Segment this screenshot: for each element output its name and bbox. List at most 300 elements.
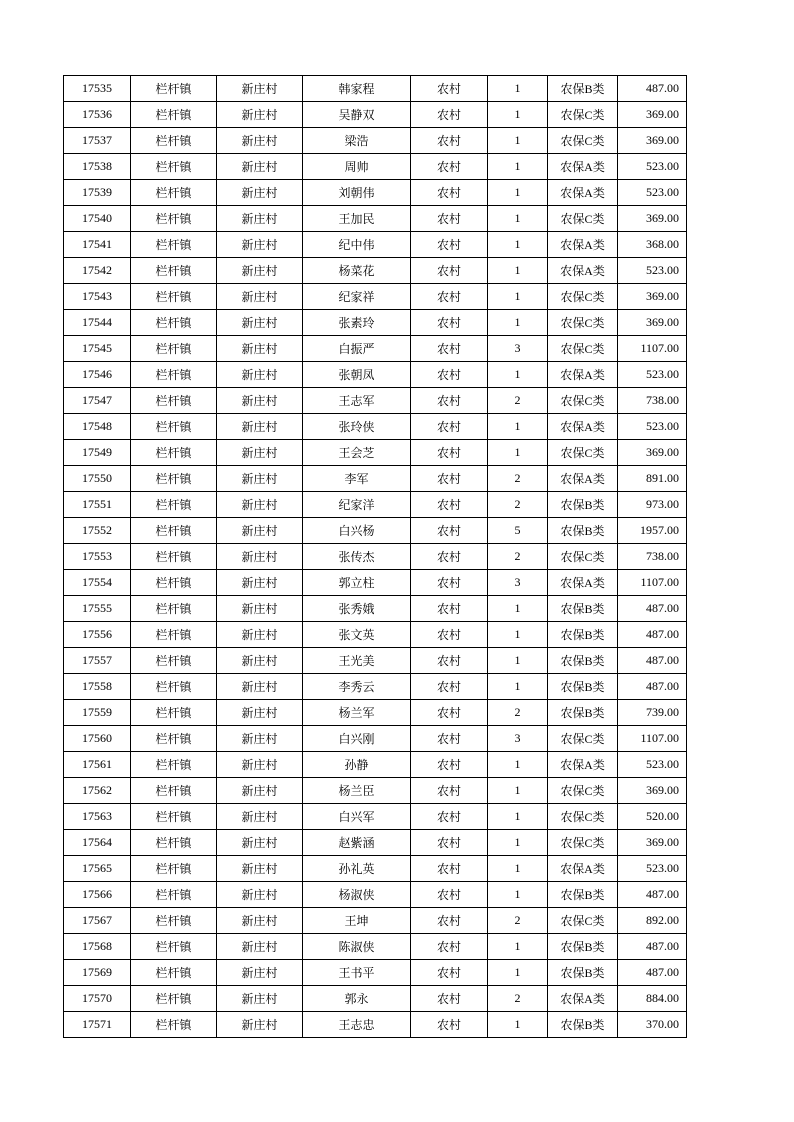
cell-town: 栏杆镇: [131, 778, 217, 804]
cell-record-id: 17561: [64, 752, 131, 778]
cell-name: 张传杰: [303, 544, 411, 570]
table-row: [64, 1012, 687, 1038]
table-row: [64, 570, 687, 596]
cell-name: 张文英: [303, 622, 411, 648]
cell-type: 农村: [411, 76, 488, 102]
table-row: [64, 648, 687, 674]
table-row: [64, 466, 687, 492]
table-row: [64, 622, 687, 648]
table-row: [64, 752, 687, 778]
cell-town: 栏杆镇: [131, 206, 217, 232]
cell-record-id: 17563: [64, 804, 131, 830]
cell-count: 1: [488, 934, 548, 960]
cell-village: 新庄村: [217, 388, 303, 414]
cell-count: 1: [488, 258, 548, 284]
cell-town: 栏杆镇: [131, 284, 217, 310]
cell-village: 新庄村: [217, 596, 303, 622]
cell-village: 新庄村: [217, 414, 303, 440]
cell-name: 杨兰军: [303, 700, 411, 726]
cell-town: 栏杆镇: [131, 726, 217, 752]
cell-record-id: 17538: [64, 154, 131, 180]
cell-amount: 487.00: [618, 596, 687, 622]
cell-amount: 738.00: [618, 544, 687, 570]
cell-town: 栏杆镇: [131, 440, 217, 466]
cell-type: 农村: [411, 414, 488, 440]
cell-village: 新庄村: [217, 570, 303, 596]
cell-count: 1: [488, 648, 548, 674]
cell-name: 孙礼英: [303, 856, 411, 882]
cell-count: 1: [488, 960, 548, 986]
cell-amount: 369.00: [618, 778, 687, 804]
cell-type: 农村: [411, 284, 488, 310]
table-row: [64, 700, 687, 726]
cell-village: 新庄村: [217, 1012, 303, 1038]
cell-record-id: 17554: [64, 570, 131, 596]
table-row: [64, 856, 687, 882]
cell-type: 农村: [411, 206, 488, 232]
cell-category: 农保B类: [548, 882, 618, 908]
cell-record-id: 17557: [64, 648, 131, 674]
cell-type: 农村: [411, 570, 488, 596]
table-row: [64, 284, 687, 310]
cell-village: 新庄村: [217, 180, 303, 206]
cell-count: 1: [488, 830, 548, 856]
cell-type: 农村: [411, 102, 488, 128]
cell-name: 王会芝: [303, 440, 411, 466]
cell-town: 栏杆镇: [131, 986, 217, 1012]
cell-record-id: 17541: [64, 232, 131, 258]
cell-category: 农保A类: [548, 466, 618, 492]
cell-name: 王光美: [303, 648, 411, 674]
cell-village: 新庄村: [217, 440, 303, 466]
table-row: [64, 778, 687, 804]
cell-town: 栏杆镇: [131, 258, 217, 284]
cell-amount: 487.00: [618, 76, 687, 102]
cell-name: 白兴刚: [303, 726, 411, 752]
cell-name: 王书平: [303, 960, 411, 986]
cell-category: 农保A类: [548, 570, 618, 596]
cell-name: 韩家程: [303, 76, 411, 102]
cell-category: 农保B类: [548, 76, 618, 102]
cell-name: 白振严: [303, 336, 411, 362]
cell-name: 郭永: [303, 986, 411, 1012]
cell-town: 栏杆镇: [131, 492, 217, 518]
cell-town: 栏杆镇: [131, 700, 217, 726]
cell-type: 农村: [411, 388, 488, 414]
cell-count: 1: [488, 1012, 548, 1038]
cell-amount: 487.00: [618, 674, 687, 700]
cell-type: 农村: [411, 440, 488, 466]
cell-village: 新庄村: [217, 700, 303, 726]
cell-record-id: 17564: [64, 830, 131, 856]
cell-town: 栏杆镇: [131, 336, 217, 362]
cell-count: 1: [488, 778, 548, 804]
table-row: [64, 596, 687, 622]
cell-category: 农保A类: [548, 414, 618, 440]
table-row: [64, 544, 687, 570]
cell-category: 农保A类: [548, 362, 618, 388]
cell-name: 郭立柱: [303, 570, 411, 596]
cell-town: 栏杆镇: [131, 596, 217, 622]
cell-town: 栏杆镇: [131, 960, 217, 986]
cell-record-id: 17545: [64, 336, 131, 362]
cell-record-id: 17566: [64, 882, 131, 908]
cell-village: 新庄村: [217, 648, 303, 674]
cell-type: 农村: [411, 596, 488, 622]
cell-name: 张素玲: [303, 310, 411, 336]
cell-type: 农村: [411, 1012, 488, 1038]
cell-category: 农保B类: [548, 1012, 618, 1038]
cell-category: 农保A类: [548, 180, 618, 206]
cell-village: 新庄村: [217, 674, 303, 700]
cell-name: 张秀娥: [303, 596, 411, 622]
table-row: [64, 414, 687, 440]
table-row: [64, 362, 687, 388]
cell-amount: 369.00: [618, 310, 687, 336]
cell-town: 栏杆镇: [131, 466, 217, 492]
cell-category: 农保C类: [548, 102, 618, 128]
cell-count: 2: [488, 700, 548, 726]
cell-category: 农保B类: [548, 960, 618, 986]
cell-count: 3: [488, 726, 548, 752]
cell-record-id: 17558: [64, 674, 131, 700]
cell-category: 农保C类: [548, 804, 618, 830]
cell-count: 1: [488, 674, 548, 700]
cell-town: 栏杆镇: [131, 622, 217, 648]
cell-type: 农村: [411, 154, 488, 180]
cell-count: 1: [488, 414, 548, 440]
cell-amount: 487.00: [618, 648, 687, 674]
cell-category: 农保B类: [548, 622, 618, 648]
cell-count: 1: [488, 180, 548, 206]
cell-name: 张朝凤: [303, 362, 411, 388]
table-row: [64, 986, 687, 1012]
cell-amount: 973.00: [618, 492, 687, 518]
cell-category: 农保C类: [548, 388, 618, 414]
cell-category: 农保A类: [548, 232, 618, 258]
cell-record-id: 17548: [64, 414, 131, 440]
cell-name: 李军: [303, 466, 411, 492]
cell-count: 2: [488, 388, 548, 414]
cell-village: 新庄村: [217, 882, 303, 908]
cell-amount: 1107.00: [618, 570, 687, 596]
cell-amount: 1107.00: [618, 336, 687, 362]
cell-type: 农村: [411, 310, 488, 336]
cell-category: 农保B类: [548, 518, 618, 544]
cell-type: 农村: [411, 232, 488, 258]
table-row: [64, 154, 687, 180]
cell-category: 农保C类: [548, 284, 618, 310]
cell-village: 新庄村: [217, 76, 303, 102]
cell-record-id: 17542: [64, 258, 131, 284]
cell-record-id: 17550: [64, 466, 131, 492]
cell-amount: 487.00: [618, 960, 687, 986]
cell-record-id: 17543: [64, 284, 131, 310]
cell-count: 2: [488, 986, 548, 1012]
cell-count: 2: [488, 492, 548, 518]
cell-village: 新庄村: [217, 492, 303, 518]
cell-town: 栏杆镇: [131, 518, 217, 544]
cell-village: 新庄村: [217, 466, 303, 492]
table-row: [64, 180, 687, 206]
cell-type: 农村: [411, 128, 488, 154]
cell-name: 王志军: [303, 388, 411, 414]
table-row: [64, 960, 687, 986]
cell-type: 农村: [411, 882, 488, 908]
cell-amount: 370.00: [618, 1012, 687, 1038]
cell-village: 新庄村: [217, 934, 303, 960]
cell-town: 栏杆镇: [131, 830, 217, 856]
cell-amount: 369.00: [618, 830, 687, 856]
cell-type: 农村: [411, 518, 488, 544]
table-row: [64, 908, 687, 934]
cell-village: 新庄村: [217, 752, 303, 778]
cell-name: 刘朝伟: [303, 180, 411, 206]
cell-record-id: 17567: [64, 908, 131, 934]
cell-amount: 884.00: [618, 986, 687, 1012]
cell-village: 新庄村: [217, 284, 303, 310]
cell-count: 1: [488, 622, 548, 648]
table-row: [64, 336, 687, 362]
cell-village: 新庄村: [217, 544, 303, 570]
cell-amount: 891.00: [618, 466, 687, 492]
cell-type: 农村: [411, 180, 488, 206]
cell-amount: 892.00: [618, 908, 687, 934]
cell-count: 1: [488, 856, 548, 882]
cell-category: 农保C类: [548, 544, 618, 570]
cell-record-id: 17565: [64, 856, 131, 882]
cell-village: 新庄村: [217, 258, 303, 284]
cell-amount: 523.00: [618, 414, 687, 440]
cell-record-id: 17535: [64, 76, 131, 102]
cell-count: 1: [488, 154, 548, 180]
cell-amount: 369.00: [618, 102, 687, 128]
cell-count: 1: [488, 310, 548, 336]
cell-record-id: 17552: [64, 518, 131, 544]
records-table: [63, 75, 687, 1038]
cell-category: 农保C类: [548, 128, 618, 154]
cell-record-id: 17539: [64, 180, 131, 206]
cell-record-id: 17555: [64, 596, 131, 622]
cell-town: 栏杆镇: [131, 310, 217, 336]
cell-count: 1: [488, 596, 548, 622]
cell-count: 1: [488, 76, 548, 102]
cell-record-id: 17562: [64, 778, 131, 804]
cell-record-id: 17546: [64, 362, 131, 388]
cell-village: 新庄村: [217, 206, 303, 232]
cell-name: 梁浩: [303, 128, 411, 154]
cell-name: 纪中伟: [303, 232, 411, 258]
cell-type: 农村: [411, 960, 488, 986]
cell-town: 栏杆镇: [131, 804, 217, 830]
cell-record-id: 17568: [64, 934, 131, 960]
cell-count: 3: [488, 570, 548, 596]
cell-category: 农保C类: [548, 310, 618, 336]
cell-type: 农村: [411, 934, 488, 960]
cell-record-id: 17560: [64, 726, 131, 752]
cell-count: 1: [488, 440, 548, 466]
table-row: [64, 934, 687, 960]
cell-name: 杨菜花: [303, 258, 411, 284]
cell-count: 1: [488, 882, 548, 908]
cell-record-id: 17536: [64, 102, 131, 128]
cell-record-id: 17551: [64, 492, 131, 518]
cell-type: 农村: [411, 648, 488, 674]
table-row: [64, 726, 687, 752]
table-row: [64, 882, 687, 908]
cell-name: 白兴军: [303, 804, 411, 830]
cell-type: 农村: [411, 752, 488, 778]
cell-record-id: 17537: [64, 128, 131, 154]
cell-name: 吴静双: [303, 102, 411, 128]
cell-village: 新庄村: [217, 986, 303, 1012]
table-row: [64, 804, 687, 830]
cell-village: 新庄村: [217, 310, 303, 336]
cell-type: 农村: [411, 856, 488, 882]
cell-type: 农村: [411, 674, 488, 700]
cell-town: 栏杆镇: [131, 180, 217, 206]
cell-count: 1: [488, 362, 548, 388]
cell-type: 农村: [411, 622, 488, 648]
cell-village: 新庄村: [217, 518, 303, 544]
table-row: [64, 206, 687, 232]
cell-town: 栏杆镇: [131, 882, 217, 908]
cell-count: 2: [488, 466, 548, 492]
cell-category: 农保A类: [548, 752, 618, 778]
cell-record-id: 17569: [64, 960, 131, 986]
cell-amount: 520.00: [618, 804, 687, 830]
cell-amount: 739.00: [618, 700, 687, 726]
cell-village: 新庄村: [217, 336, 303, 362]
cell-name: 纪家洋: [303, 492, 411, 518]
cell-village: 新庄村: [217, 960, 303, 986]
cell-record-id: 17547: [64, 388, 131, 414]
cell-category: 农保A类: [548, 154, 618, 180]
cell-amount: 487.00: [618, 622, 687, 648]
table-row: [64, 830, 687, 856]
table-row: [64, 518, 687, 544]
cell-village: 新庄村: [217, 856, 303, 882]
cell-town: 栏杆镇: [131, 362, 217, 388]
cell-category: 农保C类: [548, 206, 618, 232]
cell-category: 农保C类: [548, 440, 618, 466]
cell-village: 新庄村: [217, 362, 303, 388]
cell-count: 2: [488, 908, 548, 934]
cell-category: 农保B类: [548, 492, 618, 518]
cell-name: 王坤: [303, 908, 411, 934]
cell-count: 1: [488, 128, 548, 154]
cell-name: 赵紫涵: [303, 830, 411, 856]
cell-category: 农保C类: [548, 726, 618, 752]
cell-type: 农村: [411, 362, 488, 388]
table-row: [64, 102, 687, 128]
cell-name: 白兴杨: [303, 518, 411, 544]
cell-type: 农村: [411, 544, 488, 570]
cell-village: 新庄村: [217, 908, 303, 934]
cell-category: 农保B类: [548, 648, 618, 674]
cell-town: 栏杆镇: [131, 544, 217, 570]
cell-village: 新庄村: [217, 128, 303, 154]
cell-record-id: 17556: [64, 622, 131, 648]
cell-town: 栏杆镇: [131, 154, 217, 180]
cell-name: 陈淑侠: [303, 934, 411, 960]
cell-town: 栏杆镇: [131, 570, 217, 596]
cell-name: 张玲侠: [303, 414, 411, 440]
cell-record-id: 17540: [64, 206, 131, 232]
cell-village: 新庄村: [217, 154, 303, 180]
cell-type: 农村: [411, 336, 488, 362]
cell-village: 新庄村: [217, 232, 303, 258]
cell-category: 农保C类: [548, 778, 618, 804]
cell-category: 农保C类: [548, 908, 618, 934]
cell-record-id: 17553: [64, 544, 131, 570]
cell-town: 栏杆镇: [131, 648, 217, 674]
cell-name: 纪家祥: [303, 284, 411, 310]
cell-name: 周帅: [303, 154, 411, 180]
cell-village: 新庄村: [217, 622, 303, 648]
cell-type: 农村: [411, 726, 488, 752]
cell-category: 农保A类: [548, 258, 618, 284]
cell-town: 栏杆镇: [131, 908, 217, 934]
cell-count: 1: [488, 752, 548, 778]
cell-name: 李秀云: [303, 674, 411, 700]
cell-record-id: 17571: [64, 1012, 131, 1038]
cell-amount: 523.00: [618, 154, 687, 180]
cell-count: 1: [488, 232, 548, 258]
cell-amount: 1107.00: [618, 726, 687, 752]
table-row: [64, 232, 687, 258]
cell-amount: 369.00: [618, 440, 687, 466]
cell-record-id: 17570: [64, 986, 131, 1012]
cell-category: 农保B类: [548, 700, 618, 726]
table-row: [64, 674, 687, 700]
cell-name: 王加民: [303, 206, 411, 232]
cell-record-id: 17544: [64, 310, 131, 336]
table-row: [64, 128, 687, 154]
table-row: [64, 258, 687, 284]
cell-type: 农村: [411, 778, 488, 804]
cell-type: 农村: [411, 804, 488, 830]
cell-village: 新庄村: [217, 102, 303, 128]
cell-name: 杨淑侠: [303, 882, 411, 908]
cell-category: 农保C类: [548, 336, 618, 362]
cell-type: 农村: [411, 830, 488, 856]
cell-amount: 738.00: [618, 388, 687, 414]
cell-type: 农村: [411, 700, 488, 726]
cell-amount: 523.00: [618, 258, 687, 284]
cell-category: 农保C类: [548, 830, 618, 856]
cell-count: 2: [488, 544, 548, 570]
cell-town: 栏杆镇: [131, 232, 217, 258]
table-row: [64, 76, 687, 102]
table-row: [64, 388, 687, 414]
table-row: [64, 440, 687, 466]
cell-count: 3: [488, 336, 548, 362]
cell-type: 农村: [411, 986, 488, 1012]
cell-category: 农保B类: [548, 596, 618, 622]
cell-town: 栏杆镇: [131, 414, 217, 440]
cell-count: 1: [488, 206, 548, 232]
cell-town: 栏杆镇: [131, 76, 217, 102]
cell-town: 栏杆镇: [131, 752, 217, 778]
cell-type: 农村: [411, 908, 488, 934]
cell-village: 新庄村: [217, 830, 303, 856]
cell-type: 农村: [411, 466, 488, 492]
cell-count: 5: [488, 518, 548, 544]
cell-amount: 369.00: [618, 206, 687, 232]
cell-amount: 369.00: [618, 284, 687, 310]
cell-category: 农保A类: [548, 986, 618, 1012]
